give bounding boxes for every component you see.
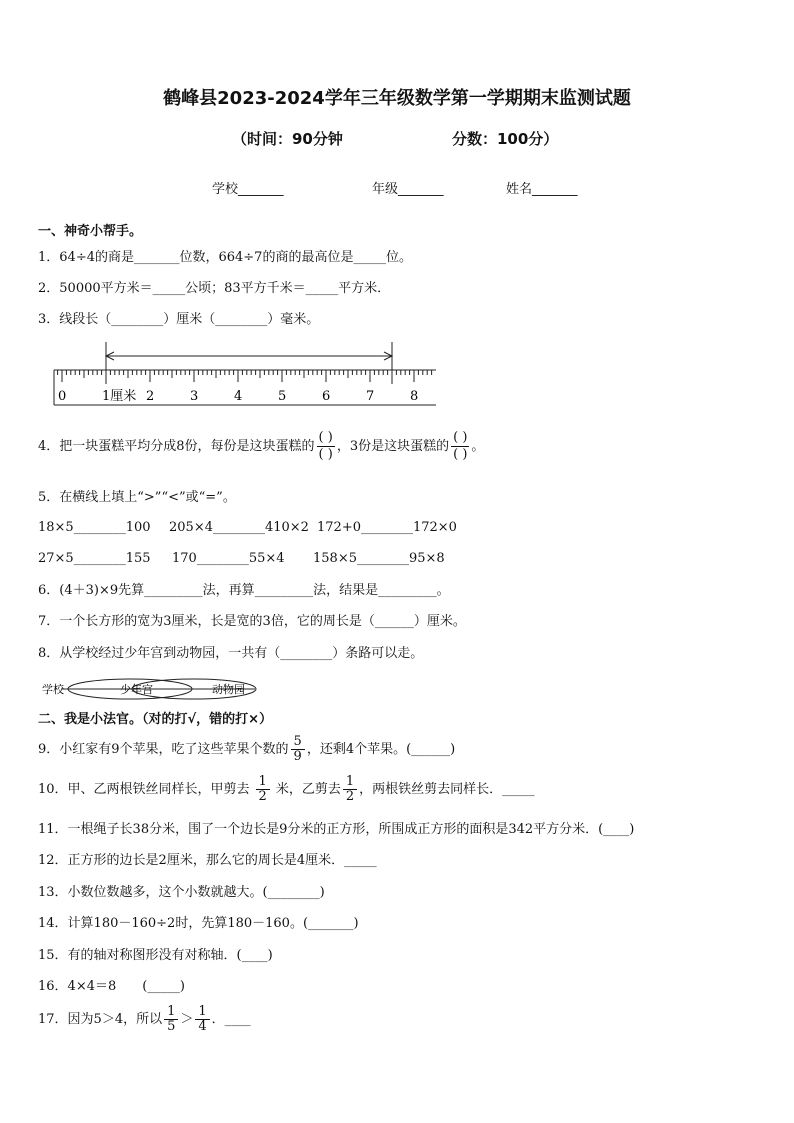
fraction-blank-1	[317, 430, 335, 462]
q17-fraction-2-denominator: 4	[198, 1018, 207, 1034]
ruler-label: 2	[146, 389, 155, 404]
question-6: 6．(4＋3)×9先算_________法，再算_________法，结果是_________。	[38, 583, 450, 598]
ruler-label: 3	[190, 389, 199, 404]
ruler-figure	[40, 340, 450, 410]
q5-row1-item3: 172+0________172×0	[317, 520, 457, 535]
question-17-text-b: ．____	[211, 1011, 251, 1027]
question-13: 13．小数位数越多，这个小数就越大。(________)	[38, 885, 325, 900]
route-school-label: 学校	[42, 683, 64, 696]
ruler-label: 8	[410, 389, 419, 404]
ruler-label: 7	[366, 389, 375, 404]
ruler-segment	[106, 342, 392, 384]
q9-fraction-numerator: 5	[291, 735, 305, 750]
name-field: 姓名_______	[506, 182, 578, 197]
question-2: 2．50000平方米＝_____公顷；83平方千米＝_____平方米．	[38, 281, 391, 296]
section2-title: 二、我是小法官。（对的打√，错的打×）	[38, 712, 273, 727]
ruler-label: 5	[278, 389, 287, 404]
fraction-blank-1-denominator: ( )	[318, 446, 333, 462]
q10-fraction-1	[256, 775, 270, 803]
question-14: 14．计算180－160÷2时，先算180－160。(_______)	[38, 916, 359, 931]
fraction-blank-2	[451, 430, 469, 462]
q5-row2-item2: 170________55×4	[172, 551, 285, 566]
question-9-text-a: 9．小红家有9个苹果，吃了这些苹果个数的	[38, 741, 289, 757]
question-11: 11．一根绳子长38分米，围了一个边长是9分米的正方形，所围成正方形的面积是342平方分米．(____)	[38, 822, 635, 837]
fraction-blank-2-numerator: ( )	[453, 430, 468, 445]
fraction-blank-1-numerator: ( )	[318, 430, 333, 445]
question-4-text-c: 。	[471, 438, 485, 454]
question-12: 12．正方形的边长是2厘米，那么它的周长是4厘米．_____	[38, 853, 377, 868]
question-5: 5．在横线上填上“>”“<”或“=”。	[38, 490, 236, 505]
q17-fraction-1-denominator: 5	[167, 1018, 176, 1034]
question-15: 15．有的轴对称图形没有对称轴．(____)	[38, 948, 273, 963]
question-10-text-c: ，两根铁丝剪去同样长．_____	[359, 781, 535, 797]
question-4	[38, 430, 484, 462]
ruler-label: 0	[58, 389, 67, 404]
q17-greater-sign: ＞	[180, 1011, 194, 1027]
q17-fraction-2-numerator: 1	[195, 1005, 209, 1020]
fraction-blank-2-denominator: ( )	[453, 446, 468, 462]
q5-row2-item1: 27×5________155	[38, 551, 151, 566]
question-17-text-a: 17．因为5＞4，所以	[38, 1011, 163, 1027]
question-9-text-b: ，还剩4个苹果。(______)	[306, 741, 456, 757]
q10-fraction-1-numerator: 1	[256, 775, 270, 790]
question-17	[38, 1005, 251, 1033]
school-field: 学校_______	[212, 182, 284, 197]
q10-fraction-2	[343, 775, 357, 803]
question-4-text-b: ，3份是这块蛋糕的	[336, 438, 450, 454]
question-10	[38, 775, 535, 803]
ruler-label: 6	[322, 389, 331, 404]
q9-fraction	[291, 735, 305, 763]
question-10-text-a: 10．甲、乙两根铁丝同样长，甲剪去	[38, 781, 250, 797]
question-3: 3．线段长（________）厘米（________）毫米。	[38, 312, 320, 327]
q17-fraction-1	[164, 1005, 178, 1033]
ruler-label: 1厘米	[102, 389, 137, 404]
question-10-text-b: 米，乙剪去	[275, 781, 341, 797]
route-palace-label: 少年宫	[120, 683, 153, 696]
q9-fraction-denominator: 9	[293, 748, 302, 764]
exam-time: （时间：90分钟	[232, 130, 343, 148]
q10-fraction-1-denominator: 2	[258, 788, 267, 804]
q10-fraction-2-denominator: 2	[345, 788, 355, 804]
page-title: 鹤峰县2023-2024学年三年级数学第一学期期末监测试题	[163, 88, 631, 109]
route-zoo-label: 动物园	[212, 683, 245, 696]
q10-fraction-2-numerator: 1	[343, 775, 357, 790]
question-9	[38, 735, 455, 763]
q17-fraction-2	[195, 1005, 209, 1033]
question-16: 16．4×4＝8 (_____)	[38, 979, 185, 994]
question-1: 1．64÷4的商是_______位数，664÷7的商的最高位是_____位。	[38, 250, 412, 265]
question-8: 8．从学校经过少年宫到动物园，一共有（________）条路可以走。	[38, 646, 424, 661]
question-7: 7．一个长方形的宽为3厘米，长是宽的3倍，它的周长是（______）厘米。	[38, 614, 466, 629]
section1-title: 一、神奇小帮手。	[38, 224, 143, 239]
q17-fraction-1-numerator: 1	[164, 1005, 178, 1020]
exam-score: 分数：100分）	[452, 130, 559, 148]
grade-field: 年级_______	[372, 182, 444, 197]
q5-row1-item2: 205×4________410×2	[169, 520, 309, 535]
route-figure	[40, 676, 270, 702]
q5-row1-item1: 18×5________100	[38, 520, 151, 535]
ruler-label: 4	[234, 389, 243, 404]
ruler-labels	[58, 388, 418, 404]
question-4-text-a: 4．把一块蛋糕平均分成8份，每份是这块蛋糕的	[38, 438, 315, 454]
q5-row2-item3: 158×5________95×8	[313, 551, 445, 566]
